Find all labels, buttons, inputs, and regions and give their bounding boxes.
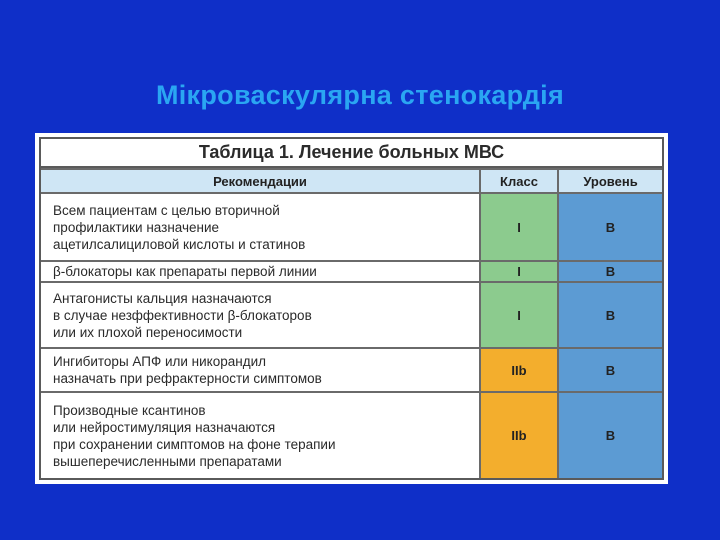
column-header-class: Класс xyxy=(480,169,558,193)
level-cell: B xyxy=(558,261,662,282)
recommendation-line: назначать при рефрактерности симптомов xyxy=(53,371,322,386)
table-row xyxy=(41,261,662,282)
column-header-recommendations: Рекомендации xyxy=(41,169,480,193)
level-cell: B xyxy=(558,282,662,348)
recommendation-line: или их плохой переносимости xyxy=(53,324,243,340)
recommendations-table-image xyxy=(35,133,668,484)
class-cell: I xyxy=(480,261,558,282)
class-cell: IIb xyxy=(480,392,558,478)
column-header-level: Уровень xyxy=(558,169,662,193)
recommendation-line: Всем пациентам с целью вторичной xyxy=(53,202,280,218)
table-grid xyxy=(41,168,662,478)
recommendation-line: вышеперечисленными препаратами xyxy=(53,453,282,469)
recommendation-cell xyxy=(41,193,480,261)
recommendation-line: или нейростимуляция назначаются xyxy=(53,419,276,435)
recommendation-cell xyxy=(41,282,480,348)
level-cell: B xyxy=(558,392,662,478)
level-cell: B xyxy=(558,193,662,261)
recommendation-line: Производные ксантинов xyxy=(53,402,206,418)
recommendation-cell xyxy=(41,348,480,392)
class-cell: IIb xyxy=(480,348,558,392)
table-row xyxy=(41,348,662,392)
recommendation-line: ацетилсалициловой кислоты и статинов xyxy=(53,236,306,252)
recommendations-table xyxy=(39,137,664,480)
recommendation-line: профилактики назначение xyxy=(53,219,220,235)
table-row xyxy=(41,392,662,478)
level-cell: B xyxy=(558,348,662,392)
class-cell: I xyxy=(480,282,558,348)
table-row xyxy=(41,193,662,261)
recommendation-line: β-блокаторы как препараты первой линии xyxy=(53,264,317,279)
slide-title: Мікроваскулярна стенокардія xyxy=(155,80,565,110)
recommendation-line: при сохранении симптомов на фоне терапии xyxy=(53,436,336,452)
class-cell: I xyxy=(480,193,558,261)
table-caption: Таблица 1. Лечение больных МВС xyxy=(41,139,662,168)
table-row xyxy=(41,282,662,348)
recommendation-line: Ингибиторы АПФ или никорандил xyxy=(53,354,267,369)
recommendation-cell xyxy=(41,392,480,478)
recommendation-line: Антагонисты кальция назначаются xyxy=(53,290,272,306)
table-header-row xyxy=(41,169,662,193)
recommendation-cell xyxy=(41,261,480,282)
recommendation-line: в случае незффективности β-блокаторов xyxy=(53,307,312,323)
